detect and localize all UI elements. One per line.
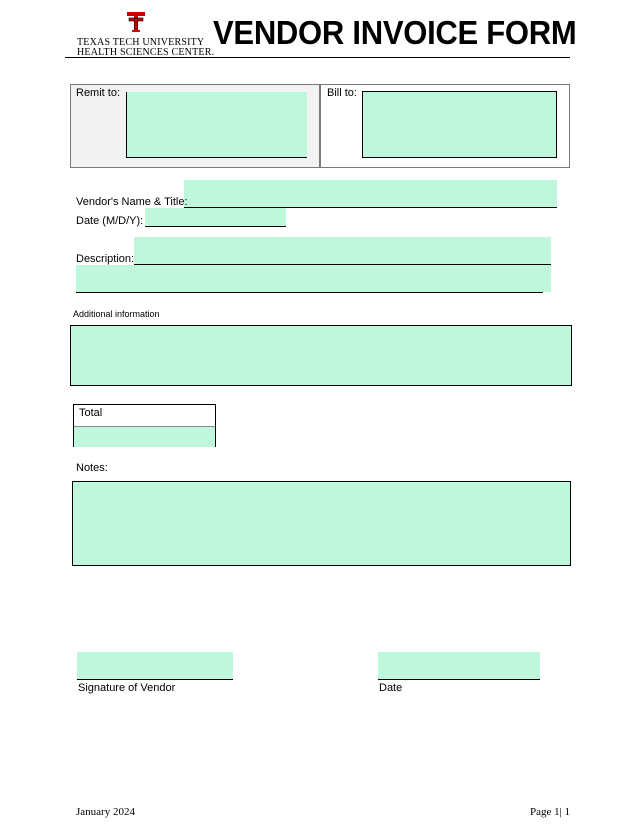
additional-info-label: Additional information	[73, 309, 160, 319]
university-line-2: HEALTH SCIENCES CENTER.	[77, 47, 215, 58]
remit-to-field[interactable]	[126, 92, 307, 158]
signature-label: Signature of Vendor	[78, 682, 176, 694]
bill-to-field[interactable]	[362, 91, 557, 158]
description-line-2-underline	[76, 292, 543, 293]
description-line-2-field[interactable]	[76, 265, 551, 292]
bill-label: Bill to:	[327, 87, 357, 99]
page-number: Page 1| 1	[530, 806, 571, 818]
university-line-1: TEXAS TECH UNIVERSITY	[77, 37, 205, 48]
total-field[interactable]	[74, 426, 215, 447]
description-label: Description:	[76, 253, 135, 265]
double-t-logo-icon	[127, 12, 145, 32]
description-field[interactable]	[134, 237, 551, 264]
signature-date-field[interactable]	[378, 652, 540, 679]
header-divider	[65, 57, 570, 58]
signature-date-underline	[378, 679, 540, 680]
additional-info-field[interactable]	[70, 325, 572, 386]
date-underline	[145, 226, 286, 227]
footer-date: January 2024	[76, 806, 135, 818]
page-title: VENDOR INVOICE FORM	[213, 14, 577, 51]
signature-field[interactable]	[77, 652, 233, 679]
remit-bill-divider	[320, 84, 321, 168]
notes-field[interactable]	[72, 481, 571, 566]
signature-underline	[77, 679, 233, 680]
date-label: Date (M/D/Y):	[76, 215, 144, 227]
total-label: Total	[79, 407, 103, 419]
university-name	[77, 38, 214, 58]
vendor-name-field[interactable]	[184, 180, 557, 207]
vendor-name-label: Vendor's Name & Title:	[76, 196, 188, 208]
remit-label: Remit to:	[76, 87, 121, 99]
notes-label: Notes:	[76, 462, 108, 474]
date-field[interactable]	[145, 208, 286, 226]
signature-date-label: Date	[379, 682, 403, 694]
